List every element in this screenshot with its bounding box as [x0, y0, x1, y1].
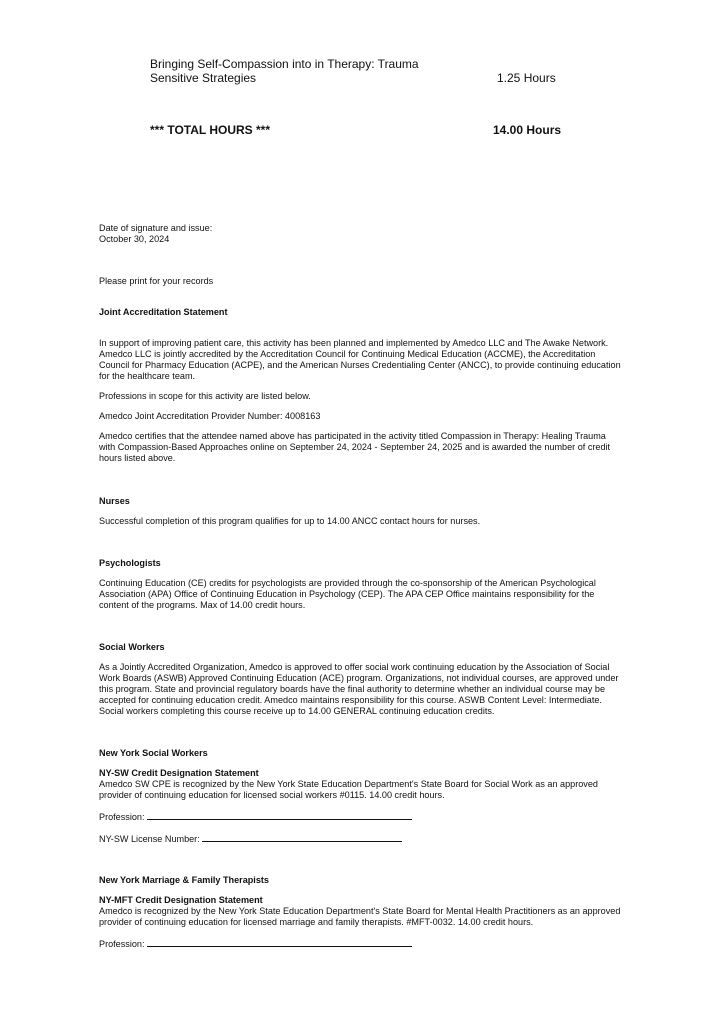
total-hours-value: 14.00 Hours [493, 123, 562, 137]
professions-scope-text: Professions in scope for this activity are listed below. [99, 391, 311, 401]
ny-sw-heading: New York Social Workers [99, 748, 208, 758]
print-note: Please print for your records [99, 276, 214, 286]
course-hours: 1.25 Hours [497, 71, 556, 85]
ny-sw-license-label: NY-SW License Number: [99, 834, 200, 844]
psychologists-text: Continuing Education (CE) credits for psychologists are provided through the co-sponsorship of the American Psychological Association (APA) Office of Continuing Education in Psychology (CEP). The APA CEP Office maintains responsibility for the content of the programs. Max of 14.00 credit hours. [99, 578, 596, 610]
nurses-text: Successful completion of this program qualifies for up to 14.00 ANCC contact hours for nurses. [99, 516, 481, 526]
ny-mft-profession-row [99, 937, 624, 950]
ny-sw-text: Amedco SW CPE is recognized by the New York State Education Department's State Board for Social Work as an approved provider of continuing education for licensed social workers #0115. 14.00 credit hours. [99, 779, 598, 800]
ny-sw-profession-row [99, 810, 624, 823]
certificate-body [99, 223, 624, 950]
ny-sw-profession-label: Profession: [99, 812, 145, 822]
nurses-heading: Nurses [99, 496, 130, 506]
signature-date: October 30, 2024 [99, 234, 170, 244]
ny-mft-text: Amedco is recognized by the New York State Education Department's State Board for Mental Health Practitioners as an approved provider of continuing education for licensed marriage and family therapists. #MFT-0032. 14.00 credit hours. [99, 906, 621, 927]
course-title: Bringing Self-Compassion into in Therapy: Trauma Sensitive Strategies [150, 57, 419, 85]
social-workers-text: As a Jointly Accredited Organization, Amedco is approved to offer social work continuing education by the Association of Social Work Boards (ASWB) Approved Continuing Education (ACE) program. Organizations, not individual courses, are approved under this program. State and provincial regulatory boards have the final authority to determine whether an individual course may be accepted for continuing education credit. Amedco maintains responsibility for this course. ASWB Content Level: Intermediate. Social workers completing this course receive up to 14.00 GENERAL continuing education credits. [99, 662, 619, 716]
ny-mft-profession-field[interactable] [147, 937, 412, 947]
signature-label: Date of signature and issue: [99, 223, 213, 233]
provider-number: Amedco Joint Accreditation Provider Number: 4008163 [99, 411, 321, 421]
ny-sw-profession-field[interactable] [147, 810, 412, 820]
ny-sw-subheading: NY-SW Credit Designation Statement [99, 768, 259, 778]
ny-mft-subheading: NY-MFT Credit Designation Statement [99, 895, 263, 905]
social-workers-heading: Social Workers [99, 642, 165, 652]
ny-sw-license-field[interactable] [202, 832, 402, 842]
total-hours-label: *** TOTAL HOURS *** [150, 123, 271, 137]
joint-accreditation-heading: Joint Accreditation Statement [99, 307, 228, 317]
ny-sw-license-row [99, 832, 624, 845]
attendance-certification: Amedco certifies that the attendee named above has participated in the activity titled Compassion in Therapy: Healing Trauma with Compassion-Based Approaches online on September 24, 2024 - September 24, 2025 and is awarded the number of credit hours listed above. [99, 431, 611, 463]
ny-mft-profession-label: Profession: [99, 939, 145, 949]
ny-mft-heading: New York Marriage & Family Therapists [99, 875, 269, 885]
psychologists-heading: Psychologists [99, 558, 161, 568]
joint-accreditation-text: In support of improving patient care, this activity has been planned and implemented by Amedco LLC and The Awake Network. Amedco LLC is jointly accredited by the Accreditation Council for Continuing Medical Education (ACCME), the Accreditation Council for Pharmacy Education (ACPE), and the American Nurses Credentialing Center (ANCC), to provide continuing education for the healthcare team. [99, 338, 621, 381]
